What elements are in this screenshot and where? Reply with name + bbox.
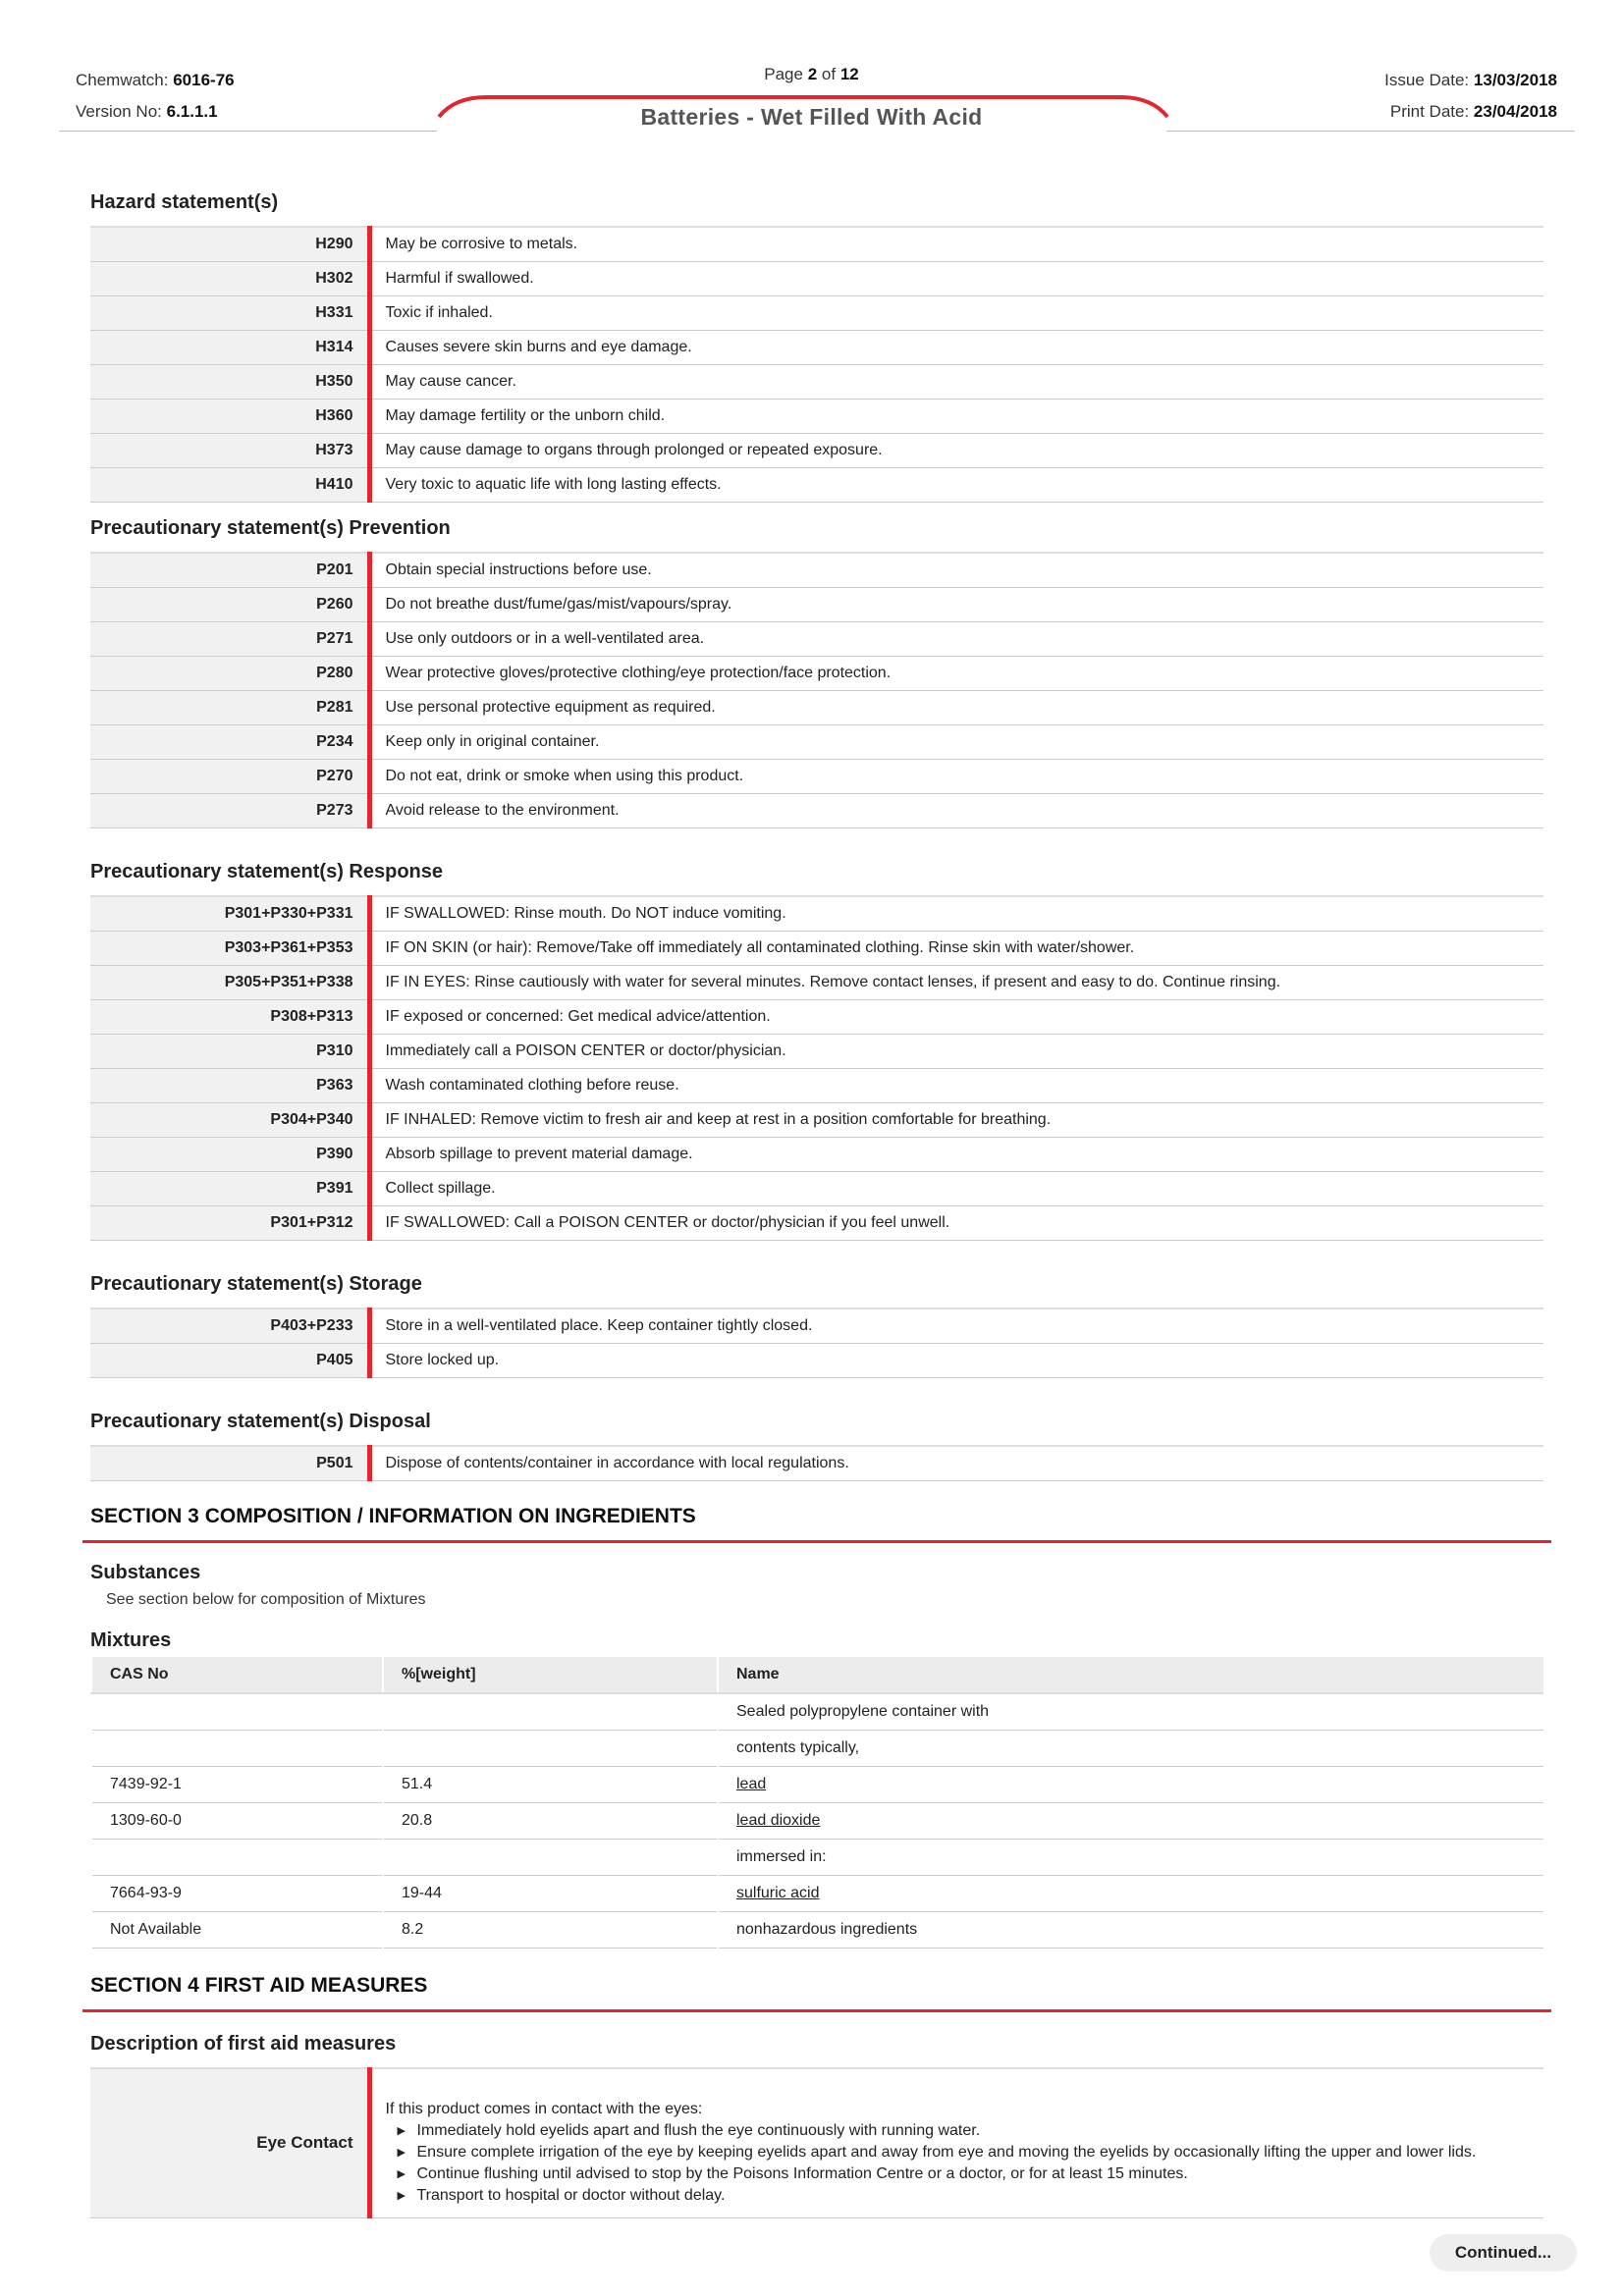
mixture-weight: 51.4 bbox=[383, 1767, 718, 1803]
eye-contact-label: Eye Contact bbox=[90, 2068, 369, 2217]
prevention-code: P280 bbox=[90, 657, 369, 691]
storage-table bbox=[90, 1308, 1543, 1378]
mixture-row bbox=[91, 1876, 1543, 1912]
hazard-code: H290 bbox=[90, 227, 369, 262]
prevention-code: P270 bbox=[90, 760, 369, 794]
mixtures-table bbox=[90, 1657, 1543, 1949]
response-text: IF SWALLOWED: Call a POISON CENTER or doctor/physician if you feel unwell. bbox=[369, 1206, 1543, 1241]
substances-title: Substances bbox=[90, 1562, 201, 1583]
mixture-name: immersed in: bbox=[718, 1840, 1543, 1876]
prevention-text: Use personal protective equipment as required. bbox=[369, 691, 1543, 725]
response-row bbox=[90, 932, 1543, 966]
prevention-text: Use only outdoors or in a well-ventilated area. bbox=[369, 622, 1543, 657]
storage-text: Store in a well-ventilated place. Keep container tightly closed. bbox=[369, 1308, 1543, 1344]
mixture-weight bbox=[383, 1731, 718, 1767]
chemwatch-id: Chemwatch: 6016-76 bbox=[76, 71, 235, 89]
hazard-text: May cause cancer. bbox=[369, 365, 1543, 400]
page-indicator: Page 2 of 12 bbox=[764, 65, 859, 83]
response-text: Wash contaminated clothing before reuse. bbox=[369, 1069, 1543, 1103]
response-text: Absorb spillage to prevent material damage. bbox=[369, 1138, 1543, 1172]
response-row bbox=[90, 1000, 1543, 1035]
eye-contact-intro: If this product comes in contact with the eyes: bbox=[385, 2101, 703, 2117]
prevention-row bbox=[90, 760, 1543, 794]
mixture-weight: 20.8 bbox=[383, 1803, 718, 1840]
mixture-name: Sealed polypropylene container with bbox=[718, 1693, 1543, 1731]
hazard-text: Harmful if swallowed. bbox=[369, 262, 1543, 296]
hazard-code: H350 bbox=[90, 365, 369, 400]
prevention-code: P234 bbox=[90, 725, 369, 760]
response-text: Collect spillage. bbox=[369, 1172, 1543, 1206]
response-text: IF exposed or concerned: Get medical advice/attention. bbox=[369, 1000, 1543, 1035]
prevention-row bbox=[90, 725, 1543, 760]
response-text: IF SWALLOWED: Rinse mouth. Do NOT induce vomiting. bbox=[369, 896, 1543, 932]
prevention-code: P281 bbox=[90, 691, 369, 725]
hazard-text: May cause damage to organs through prolonged or repeated exposure. bbox=[369, 434, 1543, 468]
main-content bbox=[90, 183, 1543, 2218]
response-code: P363 bbox=[90, 1069, 369, 1103]
response-row bbox=[90, 1172, 1543, 1206]
response-text: IF IN EYES: Rinse cautiously with water for several minutes. Remove contact lenses, if present and easy to do. Continue rinsing. bbox=[369, 966, 1543, 1000]
print-date: Print Date: 23/04/2018 bbox=[1389, 102, 1557, 121]
response-code: P391 bbox=[90, 1172, 369, 1206]
col-weight: %[weight] bbox=[383, 1657, 718, 1693]
prevention-text: Do not eat, drink or smoke when using this product. bbox=[369, 760, 1543, 794]
mixture-weight: 19-44 bbox=[383, 1876, 718, 1912]
storage-row bbox=[90, 1344, 1543, 1378]
response-row bbox=[90, 1069, 1543, 1103]
hazard-row bbox=[90, 331, 1543, 365]
prevention-row bbox=[90, 794, 1543, 828]
prevention-row bbox=[90, 691, 1543, 725]
hazard-code: H331 bbox=[90, 296, 369, 331]
mixtures-header-row bbox=[91, 1657, 1543, 1693]
response-title: Precautionary statement(s) Response bbox=[90, 861, 444, 882]
prevention-text: Do not breathe dust/fume/gas/mist/vapours/spray. bbox=[369, 588, 1543, 622]
prevention-row bbox=[90, 657, 1543, 691]
bullet-arrow-icon: ▶ bbox=[397, 2147, 406, 2159]
mixture-name: contents typically, bbox=[718, 1731, 1543, 1767]
prevention-code: P260 bbox=[90, 588, 369, 622]
mixture-row bbox=[91, 1840, 1543, 1876]
response-row bbox=[90, 1035, 1543, 1069]
hazard-code: H302 bbox=[90, 262, 369, 296]
storage-code: P403+P233 bbox=[90, 1308, 369, 1344]
hazard-row bbox=[90, 227, 1543, 262]
response-code: P303+P361+P353 bbox=[90, 932, 369, 966]
response-text: IF ON SKIN (or hair): Remove/Take off immediately all contaminated clothing. Rinse skin with water/shower. bbox=[369, 932, 1543, 966]
hazard-row bbox=[90, 400, 1543, 434]
col-cas: CAS No bbox=[91, 1657, 383, 1693]
hazard-text: Toxic if inhaled. bbox=[369, 296, 1543, 331]
header-rule-left bbox=[59, 131, 437, 132]
prevention-code: P271 bbox=[90, 622, 369, 657]
response-code: P308+P313 bbox=[90, 1000, 369, 1035]
mixture-row bbox=[91, 1912, 1543, 1949]
response-code: P305+P351+P338 bbox=[90, 966, 369, 1000]
response-code: P301+P312 bbox=[90, 1206, 369, 1241]
eye-contact-text bbox=[369, 2068, 1543, 2217]
prevention-row bbox=[90, 553, 1543, 588]
issue-date: Issue Date: 13/03/2018 bbox=[1384, 71, 1557, 89]
prevention-text: Avoid release to the environment. bbox=[369, 794, 1543, 828]
response-row bbox=[90, 966, 1543, 1000]
section4-heading: SECTION 4 FIRST AID MEASURES bbox=[82, 1964, 1551, 2012]
hazard-row bbox=[90, 296, 1543, 331]
bullet-arrow-icon: ▶ bbox=[397, 2168, 406, 2180]
storage-code: P405 bbox=[90, 1344, 369, 1378]
mixture-cas bbox=[91, 1731, 383, 1767]
prevention-title: Precautionary statement(s) Prevention bbox=[90, 517, 451, 539]
mixture-row bbox=[91, 1803, 1543, 1840]
first-aid-title: Description of first aid measures bbox=[90, 2033, 397, 2055]
hazard-text: May be corrosive to metals. bbox=[369, 227, 1543, 262]
disposal-table bbox=[90, 1445, 1543, 1481]
eye-contact-list bbox=[386, 2120, 1531, 2207]
prevention-row bbox=[90, 622, 1543, 657]
response-row bbox=[90, 1206, 1543, 1241]
storage-title: Precautionary statement(s) Storage bbox=[90, 1273, 422, 1295]
eye-contact-item bbox=[386, 2120, 1531, 2142]
disposal-row bbox=[90, 1446, 1543, 1481]
hazard-table bbox=[90, 226, 1543, 503]
disposal-text: Dispose of contents/container in accordance with local regulations. bbox=[369, 1446, 1543, 1481]
mixture-name-link[interactable]: lead bbox=[718, 1767, 1543, 1803]
mixture-name-link[interactable]: sulfuric acid bbox=[718, 1876, 1543, 1912]
substances-note: See section below for composition of Mixtures bbox=[106, 1591, 426, 1608]
response-table bbox=[90, 895, 1543, 1241]
prevention-code: P273 bbox=[90, 794, 369, 828]
disposal-code: P501 bbox=[90, 1446, 369, 1481]
section3-heading: SECTION 3 COMPOSITION / INFORMATION ON INGREDIENTS bbox=[82, 1495, 1551, 1543]
disposal-title: Precautionary statement(s) Disposal bbox=[90, 1411, 431, 1432]
storage-text: Store locked up. bbox=[369, 1344, 1543, 1378]
header-rule-right bbox=[1166, 131, 1575, 132]
bullet-arrow-icon: ▶ bbox=[397, 2125, 406, 2137]
response-row bbox=[90, 1138, 1543, 1172]
eye-contact-item-text: Immediately hold eyelids apart and flush the eye continuously with running water. bbox=[416, 2122, 981, 2139]
prevention-text: Keep only in original container. bbox=[369, 725, 1543, 760]
mixture-cas bbox=[91, 1693, 383, 1731]
hazard-text: Causes severe skin burns and eye damage. bbox=[369, 331, 1543, 365]
response-text: Immediately call a POISON CENTER or doctor/physician. bbox=[369, 1035, 1543, 1069]
response-code: P390 bbox=[90, 1138, 369, 1172]
mixture-weight bbox=[383, 1693, 718, 1731]
mixtures-title: Mixtures bbox=[90, 1629, 172, 1651]
eye-contact-item-text: Ensure complete irrigation of the eye by keeping eyelids apart and away from eye and moving the eyelids by occasionally lifting the upper and lower lids. bbox=[416, 2144, 1477, 2161]
response-text: IF INHALED: Remove victim to fresh air and keep at rest in a position comfortable for breathing. bbox=[369, 1103, 1543, 1138]
mixture-name: nonhazardous ingredients bbox=[718, 1912, 1543, 1949]
mixture-weight: 8.2 bbox=[383, 1912, 718, 1949]
hazard-text: May damage fertility or the unborn child. bbox=[369, 400, 1543, 434]
eye-contact-item-text: Transport to hospital or doctor without delay. bbox=[416, 2187, 726, 2204]
prevention-text: Obtain special instructions before use. bbox=[369, 553, 1543, 588]
prevention-code: P201 bbox=[90, 553, 369, 588]
eye-contact-item bbox=[386, 2185, 1531, 2207]
col-name: Name bbox=[718, 1657, 1543, 1693]
eye-contact-item-text: Continue flushing until advised to stop by the Poisons Information Centre or a doctor, or for at least 15 minutes. bbox=[416, 2165, 1188, 2182]
hazard-row bbox=[90, 365, 1543, 400]
mixture-cas: 7664-93-9 bbox=[91, 1876, 383, 1912]
mixture-cas: 1309-60-0 bbox=[91, 1803, 383, 1840]
mixture-cas: Not Available bbox=[91, 1912, 383, 1949]
hazard-row bbox=[90, 262, 1543, 296]
mixture-name-link[interactable]: lead dioxide bbox=[718, 1803, 1543, 1840]
mixture-weight bbox=[383, 1840, 718, 1876]
mixture-cas bbox=[91, 1840, 383, 1876]
version-number: Version No: 6.1.1.1 bbox=[76, 102, 218, 121]
hazard-code: H314 bbox=[90, 331, 369, 365]
hazard-title: Hazard statement(s) bbox=[90, 191, 279, 213]
response-code: P304+P340 bbox=[90, 1103, 369, 1138]
hazard-code: H360 bbox=[90, 400, 369, 434]
mixture-cas: 7439-92-1 bbox=[91, 1767, 383, 1803]
eye-contact-row bbox=[90, 2068, 1543, 2217]
response-row bbox=[90, 896, 1543, 932]
continued-badge: Continued... bbox=[1430, 2234, 1577, 2271]
mixture-row bbox=[91, 1731, 1543, 1767]
prevention-table bbox=[90, 552, 1543, 828]
mixture-row bbox=[91, 1767, 1543, 1803]
hazard-code: H410 bbox=[90, 468, 369, 503]
hazard-text: Very toxic to aquatic life with long lasting effects. bbox=[369, 468, 1543, 503]
eye-contact-item bbox=[386, 2142, 1531, 2163]
bullet-arrow-icon: ▶ bbox=[397, 2190, 406, 2202]
prevention-row bbox=[90, 588, 1543, 622]
hazard-row bbox=[90, 434, 1543, 468]
response-code: P310 bbox=[90, 1035, 369, 1069]
response-row bbox=[90, 1103, 1543, 1138]
mixture-row bbox=[91, 1693, 1543, 1731]
response-code: P301+P330+P331 bbox=[90, 896, 369, 932]
prevention-text: Wear protective gloves/protective clothing/eye protection/face protection. bbox=[369, 657, 1543, 691]
document-title: Batteries - Wet Filled With Acid bbox=[640, 104, 983, 130]
storage-row bbox=[90, 1308, 1543, 1344]
eye-contact-item bbox=[386, 2163, 1531, 2185]
first-aid-table bbox=[90, 2067, 1543, 2218]
hazard-row bbox=[90, 468, 1543, 503]
hazard-code: H373 bbox=[90, 434, 369, 468]
